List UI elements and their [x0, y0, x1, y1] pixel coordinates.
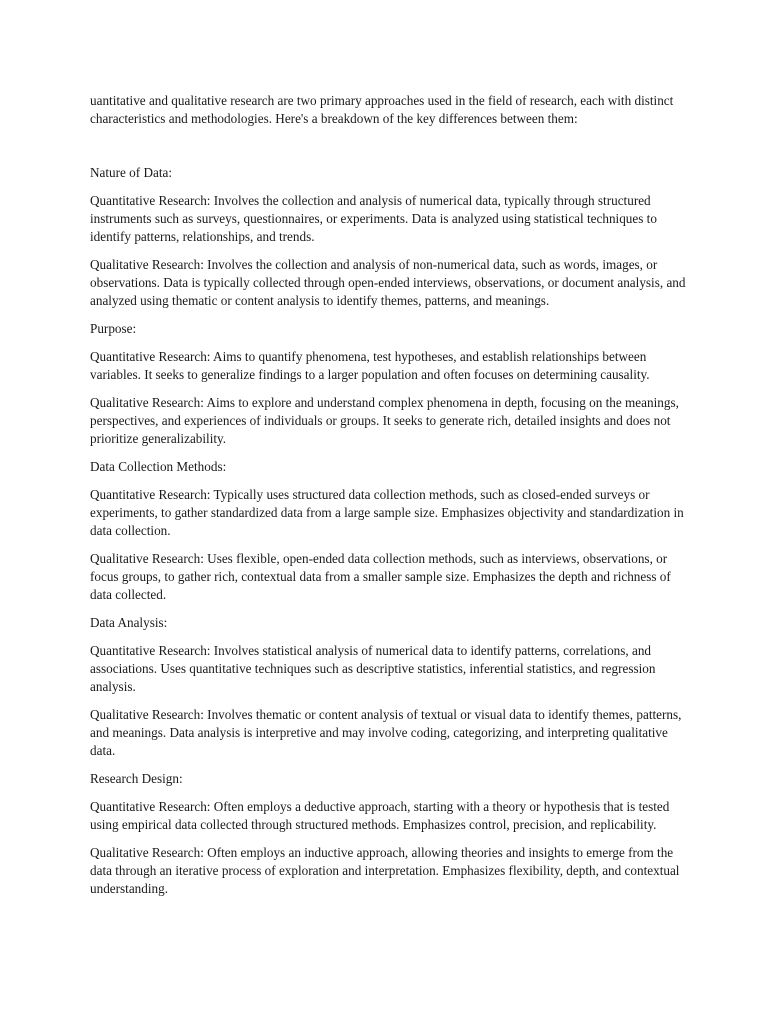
qualitative-paragraph: Qualitative Research: Involves the collection and analysis of non-numerical data, such as words, images, or observations. Data is typically collected through open-ended interviews, observations, or document analysis, and analyzed using thematic or content analysis to identify themes, patterns, and meanings.	[90, 257, 686, 308]
quantitative-paragraph: Quantitative Research: Often employs a deductive approach, starting with a theory or hypothesis that is tested using empirical data collected through structured methods. Emphasizes control, precision, and replicability.	[90, 799, 670, 832]
section-data-analysis	[90, 614, 690, 760]
quantitative-paragraph: Quantitative Research: Involves statistical analysis of numerical data to identify patterns, correlations, and associations. Uses quantitative techniques such as descriptive statistics, inferential statistics, and regression analysis.	[90, 643, 656, 694]
qualitative-paragraph: Qualitative Research: Uses flexible, open-ended data collection methods, such as interviews, observations, or focus groups, to gather rich, contextual data from a smaller sample size. Emphasizes the depth and richness of data collected.	[90, 551, 671, 602]
quantitative-paragraph: Quantitative Research: Typically uses structured data collection methods, such as closed-ended surveys or experiments, to gather standardized data from a large sample size. Emphasizes objectivity and standardization in data collection.	[90, 487, 684, 538]
intro-paragraph: uantitative and qualitative research are two primary approaches used in the field of research, each with distinct characteristics and methodologies. Here's a breakdown of the key differences between them:	[90, 93, 674, 126]
section-purpose	[90, 320, 690, 448]
quantitative-paragraph: Quantitative Research: Involves the collection and analysis of numerical data, typically through structured instruments such as surveys, questionnaires, or experiments. Data is analyzed using statistical techniques to identify patterns, relationships, and trends.	[90, 193, 657, 244]
section-heading: Nature of Data:	[90, 165, 173, 180]
section-heading: Data Collection Methods:	[90, 459, 227, 474]
section-heading: Research Design:	[90, 771, 183, 786]
qualitative-paragraph: Qualitative Research: Often employs an inductive approach, allowing theories and insights to emerge from the data through an iterative process of exploration and interpretation. Emphasizes flexibility, depth, and contextual understanding.	[90, 845, 680, 896]
section-heading: Data Analysis:	[90, 615, 168, 630]
qualitative-paragraph: Qualitative Research: Involves thematic or content analysis of textual or visual data to identify themes, patterns, and meanings. Data analysis is interpretive and may involve coding, categorizing, and interpreting qualitative data.	[90, 707, 682, 758]
section-nature-of-data	[90, 164, 690, 310]
qualitative-paragraph: Qualitative Research: Aims to explore and understand complex phenomena in depth, focusing on the meanings, perspectives, and experiences of individuals or groups. It seeks to generate rich, detailed insights and does not prioritize generalizability.	[90, 395, 679, 446]
section-heading: Purpose:	[90, 321, 137, 336]
document-page	[90, 92, 690, 908]
section-research-design	[90, 770, 690, 898]
quantitative-paragraph: Quantitative Research: Aims to quantify phenomena, test hypotheses, and establish relationships between variables. It seeks to generalize findings to a larger population and often focuses on determining causality.	[90, 349, 650, 382]
section-data-collection-methods	[90, 458, 690, 604]
